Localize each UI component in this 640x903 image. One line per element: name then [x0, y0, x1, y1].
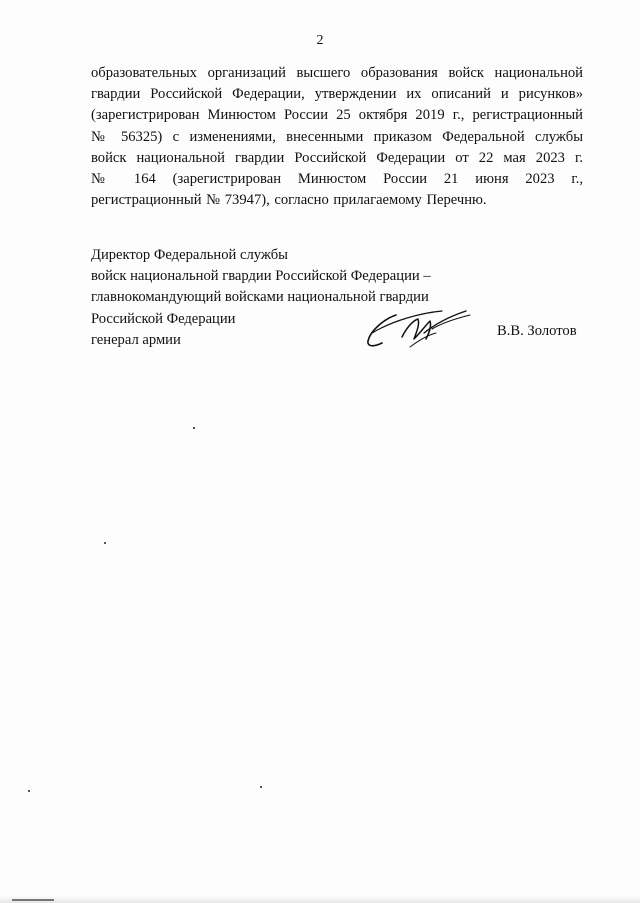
- body-line: № 56325) с изменениями, внесенными приказом Федеральной службы: [91, 128, 583, 145]
- scan-speck: [260, 786, 262, 788]
- handwritten-signature: [362, 303, 474, 353]
- body-line: № 164 (зарегистрирован Минюстом России 21 июня 2023 г.,: [91, 171, 583, 188]
- body-line: войск национальной гвардии Российской Федерации от 22 мая 2023 г.: [91, 149, 583, 166]
- scan-bottom-edge: [0, 895, 640, 903]
- page-number: 2: [316, 33, 324, 48]
- signer-title-line: войск национальной гвардии Российской Федерации –: [91, 268, 431, 285]
- body-line: гвардии Российской Федерации, утверждении их описаний и рисунков»: [91, 86, 583, 103]
- signer-name: В.В. Золотов: [497, 323, 577, 339]
- scan-speck: [104, 542, 106, 544]
- body-line: образовательных организаций высшего образования войск национальной: [91, 65, 583, 81]
- signer-title-line: Директор Федеральной службы: [91, 247, 288, 263]
- signer-title-line: Российской Федерации: [91, 310, 236, 327]
- signer-rank: генерал армии: [91, 331, 181, 348]
- scan-edge-mark: [12, 899, 54, 901]
- body-paragraph: [91, 63, 583, 211]
- scan-speck: [28, 790, 30, 792]
- scan-speck: [193, 427, 195, 429]
- body-line: регистрационный № 73947), согласно прилагаемому Перечню.: [91, 192, 487, 209]
- signer-title-line: главнокомандующий войсками национальной гвардии: [91, 289, 429, 306]
- body-line: (зарегистрирован Минюстом России 25 октября 2019 г., регистрационный: [91, 107, 583, 124]
